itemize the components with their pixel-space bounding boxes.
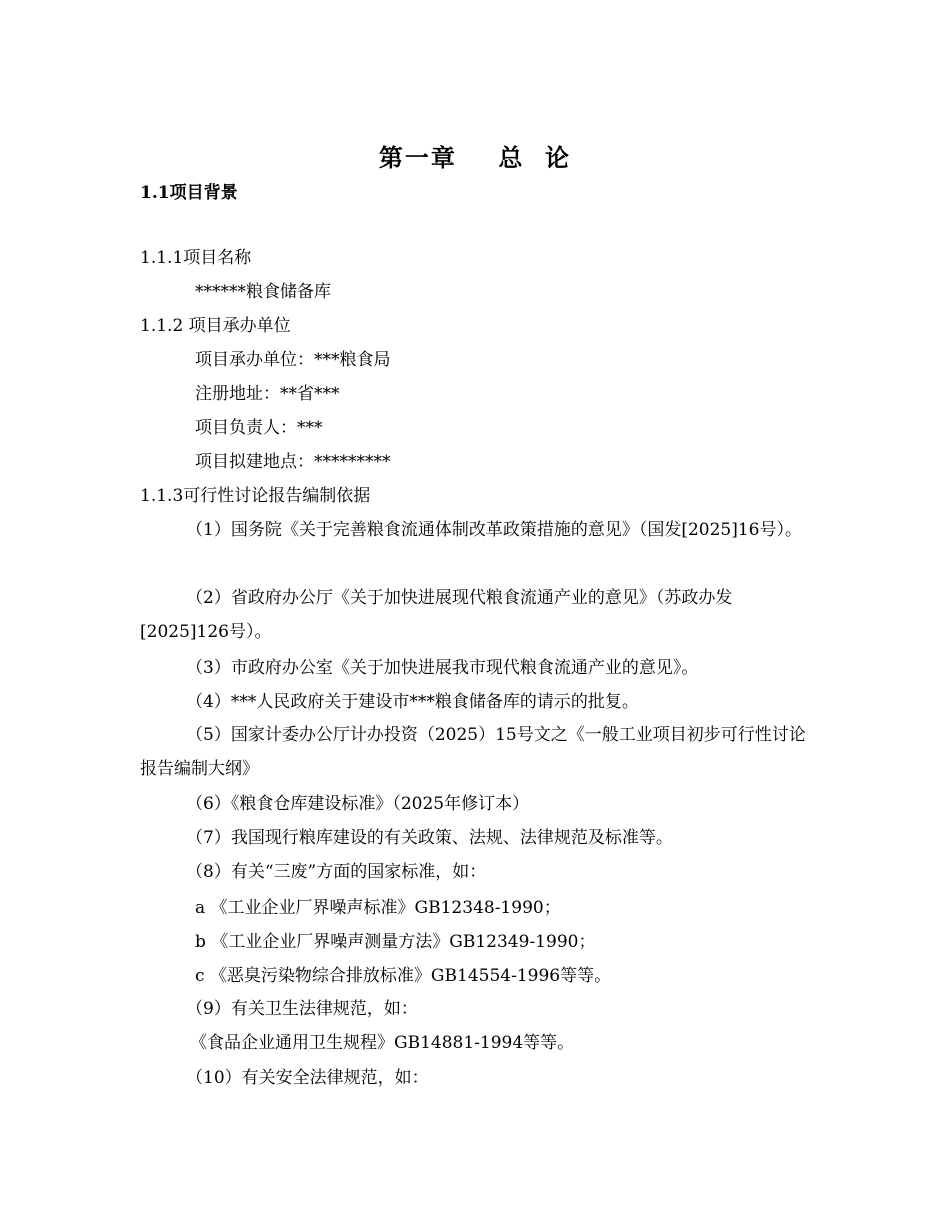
project-name: ******粮食储备库 [195,282,331,302]
standard-item-c: c 《恶臭污染物综合排放标准》GB14554-1996等等。 [195,966,612,986]
basis-item-6: （6）《粮食仓库建设标准》（2025年修订本） [186,794,530,814]
standard-item-a: a 《工业企业厂界噪声标准》GB12348-1990； [195,898,561,918]
subsection-heading-1-1-2: 1.1.2 项目承办单位 [140,316,291,336]
subsection-heading-1-1-1: 1.1.1项目名称 [140,248,252,268]
basis-item-3: （3）市政府办公室《关于加快进展我市现代粮食流通产业的意见》。 [186,658,699,678]
sponsor-unit: 项目承办单位：***粮食局 [195,350,391,370]
section-heading-1-1: 1.1项目背景 [140,183,238,203]
basis-item-5: （5）国家计委办公厅计办投资（2025）15号文之《一般工业项目初步可行性讨论报告编制大纲》 [140,725,806,779]
hygiene-item: 《食品企业通用卫生规程》GB14881-1994等等。 [190,1033,575,1053]
chapter-title: 第一章 总 论 [378,143,572,172]
standard-item-b: b 《工业企业厂界噪声测量方法》GB12349-1990； [195,932,596,952]
project-leader: 项目负责人：*** [195,418,323,438]
basis-item-2: （2）省政府办公厅《关于加快进展现代粮食流通产业的意见》（苏政办发[2025]126号）。 [140,588,733,642]
basis-item-7: （7）我国现行粮库建设的有关政策、法规、法律规范及标准等。 [186,828,673,848]
safety-heading: （10）有关安全法律规范，如： [186,1068,429,1088]
hygiene-heading: （9）有关卫生法律规范，如： [186,999,418,1019]
basis-item-4: （4）***人民政府关于建设市***粮食储备库的请示的批复。 [186,692,639,712]
registered-address: 注册地址：**省*** [195,384,340,404]
basis-item-1: （1）国务院《关于完善粮食流通体制改革政策措施的意见》（国发[2025]16号）。 [186,520,802,540]
subsection-heading-1-1-3: 1.1.3可行性讨论报告编制依据 [140,486,371,506]
project-site: 项目拟建地点：********* [195,452,391,472]
basis-item-8: （8）有关“三废”方面的国家标准，如： [186,862,487,882]
